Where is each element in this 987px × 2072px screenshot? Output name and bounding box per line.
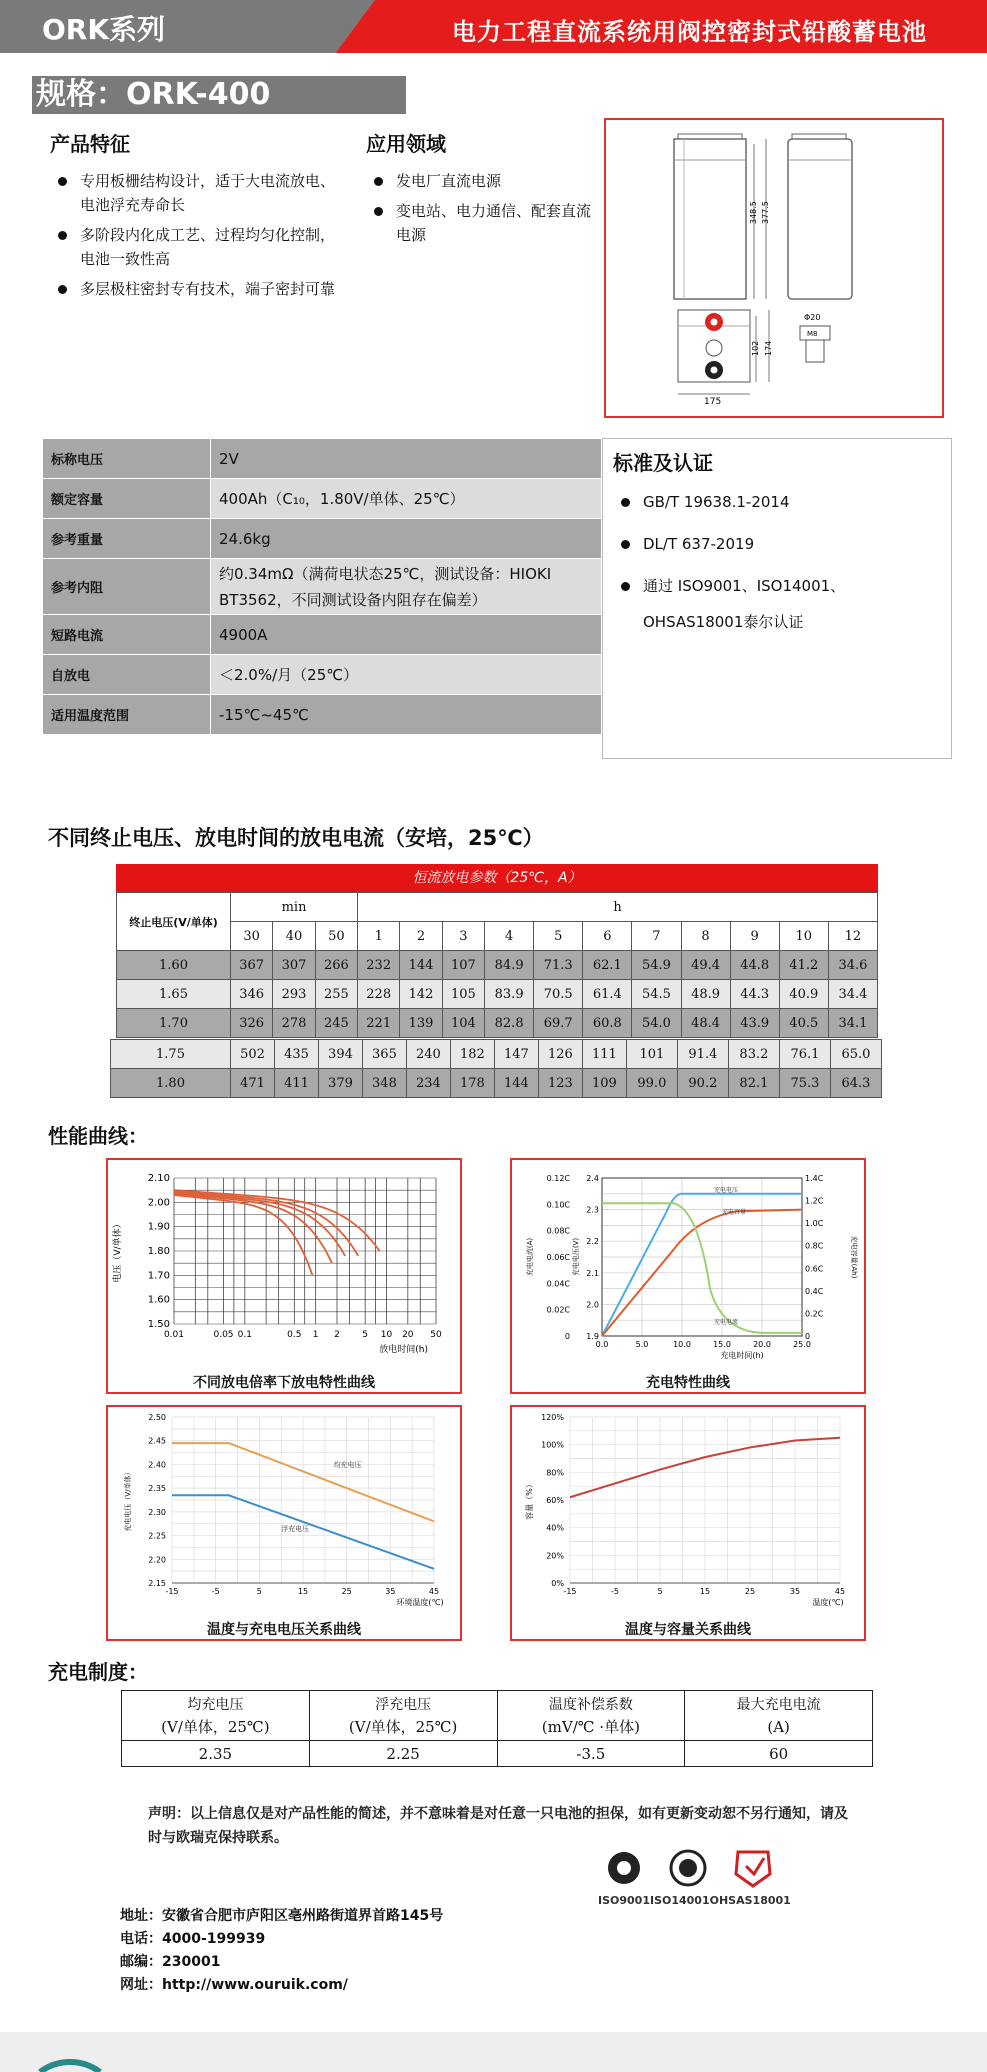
table-row (117, 980, 878, 1009)
height-label-1: 348.5 (749, 201, 758, 224)
discharge-title: 不同终止电压、放电时间的放电电流（安培，25℃） (48, 826, 544, 850)
value-cell: 142 (400, 980, 442, 1009)
column-header: 7 (632, 922, 681, 951)
value-cell: 69.7 (534, 1009, 583, 1038)
table-row (122, 1741, 873, 1767)
value-cell: 365 (362, 1040, 406, 1069)
header-line: 最大充电电流 (736, 1696, 821, 1713)
address: 地址：安徽省合肥市庐阳区亳州路街道界首路145号 (120, 1908, 444, 1924)
list-item: GB/T 19638.1-2014 (613, 484, 941, 520)
value-cell: 228 (358, 980, 400, 1009)
spec-row (43, 439, 602, 479)
column-header: 40 (273, 922, 315, 951)
value-cell: 278 (273, 1009, 315, 1038)
y-tick-label: 0% (551, 1579, 564, 1588)
series-label: 均充电压 (333, 1460, 362, 1469)
x-tick-label: 5 (362, 1330, 369, 1340)
standards-list (613, 484, 941, 640)
header-banner (0, 0, 987, 53)
y-tick-label: 60% (546, 1496, 564, 1505)
standards-heading: 标准及认证 (613, 451, 713, 475)
cert-label: ISO9001 (598, 1894, 650, 1907)
y-tick-label: 2.00 (147, 1197, 170, 1209)
column-header: 2 (400, 922, 442, 951)
row-label-header: 终止电压(V/单体) (117, 893, 231, 951)
column-header: 50 (315, 922, 357, 951)
voltage-cell: 1.60 (117, 951, 231, 980)
charging-header (685, 1691, 873, 1741)
x-axis-label: 温度(℃) (812, 1598, 844, 1607)
y-tick-label: 1.60 (147, 1294, 170, 1306)
y-tick-label: 2.35 (148, 1484, 166, 1494)
y-tick-label: 0 (564, 1332, 570, 1341)
x-tick-label: 45 (834, 1587, 846, 1596)
value-cell: 34.6 (828, 951, 877, 980)
y-tick-label: 2.3 (586, 1205, 599, 1215)
column-header: 30 (231, 922, 273, 951)
cert-label: ISO14001 (649, 1894, 710, 1907)
header-line: 浮充电压 (375, 1696, 432, 1713)
value-cell: 111 (582, 1040, 626, 1069)
y-tick-label: 2.20 (148, 1555, 166, 1565)
y-tick-label: 1.90 (147, 1221, 170, 1233)
y-tick-label: 0.6C (805, 1264, 824, 1274)
value-cell: 48.9 (681, 980, 730, 1009)
y-tick-label: 0 (805, 1332, 811, 1341)
voltage-cell: 1.75 (111, 1040, 231, 1069)
y-tick-label: 2.0 (586, 1300, 599, 1310)
series-label: 充电电压 (714, 1187, 739, 1194)
applications-section (366, 128, 596, 253)
column-header: 5 (534, 922, 583, 951)
chart-charging-curves (510, 1158, 866, 1394)
value-cell: 307 (273, 951, 315, 980)
x-tick-label: 0.05 (213, 1330, 234, 1340)
charging-header (122, 1691, 310, 1741)
y-tick-label: 1.70 (147, 1270, 170, 1282)
x-axis-label: 充电时间(h) (720, 1351, 764, 1360)
value-cell: 83.2 (728, 1040, 779, 1069)
diameter-label: Φ20 (804, 313, 821, 322)
features-list (50, 169, 340, 301)
value-cell: 65.0 (830, 1040, 881, 1069)
header-line: (A) (767, 1717, 790, 1736)
charging-header (497, 1691, 685, 1741)
y-tick-label: 1.9 (586, 1332, 599, 1341)
table-row (117, 951, 878, 980)
charging-value: 2.25 (309, 1741, 497, 1767)
table-row (111, 1069, 882, 1098)
chart-discharge-curves (106, 1158, 462, 1394)
chart4-caption: 温度与容量关系曲线 (625, 1622, 751, 1638)
x-tick-label: -5 (211, 1587, 220, 1596)
x-tick-label: 5.0 (635, 1340, 649, 1349)
y-axis-label: 容量（%） (525, 1480, 534, 1520)
value-cell: 109 (582, 1069, 626, 1098)
x-tick-label: 15 (297, 1587, 309, 1596)
ohsas-logo-icon (736, 1852, 770, 1886)
applications-list (366, 169, 596, 247)
website-link[interactable]: 网址：http://www.ouruik.com/ (120, 1977, 348, 1993)
battery-drawing-svg (606, 120, 942, 416)
x-tick-label: 25.0 (793, 1340, 811, 1349)
spec-row (43, 479, 602, 519)
y-tick-label: 0.04C (546, 1279, 570, 1289)
y-tick-label: 2.4 (586, 1174, 599, 1183)
value-cell: 379 (318, 1069, 362, 1098)
x-tick-label: 0.0 (595, 1340, 609, 1349)
voltage-cell: 1.65 (117, 980, 231, 1009)
value-cell: 126 (538, 1040, 582, 1069)
value-cell: 101 (626, 1040, 677, 1069)
y-tick-label: 2.45 (148, 1436, 166, 1446)
y-tick-label: 20% (546, 1551, 564, 1561)
x-tick-label: 1 (312, 1330, 319, 1340)
spec-key: 额定容量 (43, 479, 211, 519)
y-tick-label: 2.1 (586, 1268, 599, 1278)
x-axis-label: 放电时间(h) (379, 1345, 428, 1355)
value-cell: 44.3 (730, 980, 779, 1009)
value-cell: 54.0 (632, 1009, 681, 1038)
y-tick-label: 0.08C (546, 1226, 570, 1236)
list-item: 变电站、电力通信、配套直流电源 (366, 199, 596, 247)
spec-key: 适用温度范围 (43, 695, 211, 735)
spec-key: 参考内阻 (43, 559, 211, 615)
dimension-drawing (604, 118, 944, 418)
chart1-caption: 不同放电倍率下放电特性曲线 (193, 1375, 375, 1391)
x-tick-label: 20.0 (753, 1340, 771, 1349)
y-tick-label: 0.12C (546, 1174, 570, 1183)
spec-title: 规格：ORK-400 (32, 76, 406, 114)
cert-logos (598, 1848, 791, 1907)
x-tick-label: 10.0 (673, 1340, 691, 1349)
value-cell: 75.3 (779, 1069, 830, 1098)
value-cell: 76.1 (779, 1040, 830, 1069)
y-tick-label: 40% (546, 1523, 564, 1533)
x-axis-label: 环境温度(℃) (396, 1598, 444, 1607)
value-cell: 61.4 (583, 980, 632, 1009)
column-header: 3 (442, 922, 484, 951)
list-item: 专用板栅结构设计，适于大电流放电、电池浮充寿命长 (50, 169, 340, 217)
y-tick-label: 0.8C (805, 1241, 824, 1251)
column-header: 4 (485, 922, 534, 951)
spec-row (43, 695, 602, 735)
y-tick-label: 1.2C (805, 1196, 824, 1206)
x-tick-label: 10 (380, 1330, 393, 1340)
value-cell: 240 (406, 1040, 450, 1069)
value-cell: 182 (450, 1040, 494, 1069)
column-header: 10 (779, 922, 828, 951)
charging-value: 60 (685, 1741, 873, 1767)
cert-logos-svg (598, 1848, 778, 1890)
value-cell: 83.9 (485, 980, 534, 1009)
x-tick-label: 0.5 (287, 1330, 302, 1340)
series-label: 浮充电压 (281, 1524, 310, 1533)
value-cell: 502 (231, 1040, 275, 1069)
spec-key: 短路电流 (43, 615, 211, 655)
spec-value: 4900A (211, 615, 602, 655)
value-cell: 44.8 (730, 951, 779, 980)
value-cell: 411 (274, 1069, 318, 1098)
value-cell: 367 (231, 951, 273, 980)
x-tick-label: 5 (256, 1587, 262, 1596)
charging-value: 2.35 (122, 1741, 310, 1767)
y-tick-label: 100% (541, 1440, 564, 1450)
standards-box (602, 438, 952, 759)
value-cell: 71.3 (534, 951, 583, 980)
value-cell: 43.9 (730, 1009, 779, 1038)
column-header: 1 (358, 922, 400, 951)
curves-title: 性能曲线： (48, 1124, 148, 1148)
x-tick-label: -5 (611, 1587, 619, 1596)
footer-logo-icon (0, 2032, 120, 2072)
value-cell: 34.1 (828, 1009, 877, 1038)
list-item: 多层极柱密封专有技术，端子密封可靠 (50, 277, 340, 301)
spec-value: 24.6kg (211, 519, 602, 559)
x-tick-label: 25 (341, 1587, 352, 1596)
column-header: 8 (681, 922, 730, 951)
series-label: 充电电流 (714, 1319, 739, 1326)
chart-temp-capacity (510, 1405, 866, 1641)
value-cell: 105 (442, 980, 484, 1009)
spec-key: 参考重量 (43, 519, 211, 559)
unit-min-header: min (231, 893, 358, 922)
table-row (117, 1009, 878, 1038)
spec-row (43, 655, 602, 695)
spec-row (43, 559, 602, 615)
column-header: 6 (583, 922, 632, 951)
spec-value: 约0.34mΩ（满荷电状态25℃，测试设备：HIOKI BT3562，不同测试设备内阻存在偏差） (211, 559, 602, 615)
discharge-curve (174, 1194, 332, 1263)
y-tick-label: 80% (546, 1468, 564, 1478)
value-cell: 60.8 (583, 1009, 632, 1038)
value-cell: 266 (315, 951, 357, 980)
header-line: 均充电压 (187, 1696, 244, 1713)
y-tick-label: 2.30 (148, 1507, 166, 1517)
y-tick-label: 0.10C (546, 1200, 570, 1210)
cert-label: OHSAS18001 (709, 1894, 791, 1907)
y-axis-label-right: 充电容量(Ah) (850, 1235, 858, 1279)
depth-label-1: 102 (751, 340, 760, 356)
x-tick-label: 50 (430, 1330, 442, 1340)
y-tick-label: 0.4C (805, 1286, 824, 1296)
x-tick-label: 35 (385, 1587, 396, 1596)
y-axis-label: 充电电压（V/单体） (124, 1468, 132, 1532)
value-cell: 41.2 (779, 951, 828, 980)
y-tick-label: 0.2C (805, 1309, 824, 1319)
chart-temp-voltage (106, 1405, 462, 1641)
header-line: 温度补偿系数 (548, 1696, 633, 1713)
value-cell: 123 (538, 1069, 582, 1098)
value-cell: 139 (400, 1009, 442, 1038)
x-tick-label: -15 (165, 1587, 179, 1596)
series-label: 充电容量 (722, 1209, 747, 1216)
features-heading: 产品特征 (50, 132, 130, 156)
x-tick-label: 35 (789, 1587, 801, 1596)
value-cell: 107 (442, 951, 484, 980)
value-cell: 40.9 (779, 980, 828, 1009)
value-cell: 293 (273, 980, 315, 1009)
chart3-caption: 温度与充电电压关系曲线 (207, 1622, 361, 1638)
value-cell: 348 (362, 1069, 406, 1098)
y-tick-label: 120% (541, 1413, 564, 1422)
x-tick-label: 0.01 (163, 1330, 185, 1340)
charging-table (121, 1690, 873, 1767)
spec-key: 标称电压 (43, 439, 211, 479)
depth-label-2: 174 (764, 340, 773, 356)
applications-heading: 应用领域 (366, 132, 446, 156)
value-cell: 62.1 (583, 951, 632, 980)
value-cell: 435 (274, 1040, 318, 1069)
y-tick-label: 2.10 (147, 1173, 170, 1184)
value-cell: 49.4 (681, 951, 730, 980)
y-tick-label: 2.15 (148, 1579, 166, 1588)
table-row (117, 922, 878, 951)
table-row (117, 893, 878, 922)
table-row (122, 1691, 873, 1741)
y-tick-label: 1.4C (805, 1174, 824, 1183)
y-tick-label: 0.02C (546, 1305, 570, 1315)
spec-row (43, 519, 602, 559)
discharge-table (116, 892, 878, 1038)
spec-table (42, 438, 602, 735)
voltage-cell: 1.70 (117, 1009, 231, 1038)
value-cell: 147 (494, 1040, 538, 1069)
discharge-table-lower (110, 1039, 882, 1098)
series-name: ORK系列 (42, 13, 166, 46)
value-cell: 54.9 (632, 951, 681, 980)
y-tick-label: 1.0C (805, 1219, 824, 1229)
y-tick-label: 2.50 (148, 1413, 166, 1422)
column-header: 9 (730, 922, 779, 951)
x-tick-label: 2 (334, 1330, 340, 1340)
value-cell: 178 (450, 1069, 494, 1098)
bolt-label: M8 (807, 330, 818, 338)
charging-value: -3.5 (497, 1741, 685, 1767)
value-cell: 326 (231, 1009, 273, 1038)
value-cell: 245 (315, 1009, 357, 1038)
y-tick-label: 1.50 (147, 1319, 170, 1330)
discharge-table-header: 恒流放电参数（25℃，A） (116, 864, 878, 892)
value-cell: 471 (231, 1069, 275, 1098)
features-section (50, 128, 340, 307)
x-tick-label: 15.0 (713, 1340, 731, 1349)
spec-key: 自放电 (43, 655, 211, 695)
spec-value: ＜2.0%/月（25℃） (211, 655, 602, 695)
charging-title: 充电制度： (48, 1660, 148, 1684)
value-cell: 82.8 (485, 1009, 534, 1038)
value-cell: 64.3 (830, 1069, 881, 1098)
x-tick-label: 0.1 (237, 1330, 252, 1340)
chart2-caption: 充电特性曲线 (646, 1375, 730, 1391)
y-tick-label: 2.25 (148, 1531, 166, 1541)
value-cell: 144 (494, 1069, 538, 1098)
value-cell: 255 (315, 980, 357, 1009)
disclaimer: 声明：以上信息仅是对产品性能的简述，并不意味着是对任意一只电池的担保，如有更新变动恕不另行通知，请及时与欧瑞克保持联系。 (148, 1806, 848, 1846)
value-cell: 91.4 (677, 1040, 728, 1069)
unit-h-header: h (358, 893, 878, 922)
spec-value: -15℃~45℃ (211, 695, 602, 735)
width-label: 175 (704, 397, 722, 407)
vent-icon (706, 340, 722, 356)
value-cell: 54.5 (632, 980, 681, 1009)
y-tick-label: 1.80 (147, 1246, 170, 1257)
y-tick-label: 0.06C (546, 1253, 570, 1262)
header-line: (mV/℃ ·单体) (541, 1717, 640, 1736)
postcode: 邮编：230001 (120, 1954, 221, 1970)
y-axis-label-left: 充电电流(A) (526, 1237, 534, 1277)
x-tick-label: 25 (744, 1587, 756, 1596)
x-tick-label: -15 (563, 1587, 577, 1596)
list-item: DL/T 637-2019 (613, 526, 941, 562)
x-tick-label: 20 (402, 1330, 414, 1340)
height-label-2: 377.5 (761, 201, 770, 224)
y-tick-label: 2.2 (586, 1237, 599, 1247)
value-cell: 70.5 (534, 980, 583, 1009)
value-cell: 346 (231, 980, 273, 1009)
product-title: 电力工程直流系统用阀控密封式铅酸蓄电池 (452, 18, 927, 46)
x-tick-label: 5 (657, 1587, 663, 1596)
list-item: 多阶段内化成工艺、过程均匀化控制，电池一致性高 (50, 223, 340, 271)
x-tick-label: 45 (428, 1587, 440, 1596)
value-cell: 99.0 (626, 1069, 677, 1098)
value-cell: 234 (406, 1069, 450, 1098)
spec-value: 2V (211, 439, 602, 479)
value-cell: 104 (442, 1009, 484, 1038)
header-line: (V/单体，25℃) (348, 1717, 458, 1736)
footer-strip (0, 2032, 987, 2072)
y-axis-label: 电压（V/单体） (113, 1219, 123, 1283)
value-cell: 48.4 (681, 1009, 730, 1038)
value-cell: 84.9 (485, 951, 534, 980)
value-cell: 144 (400, 951, 442, 980)
y-tick-label: 2.40 (148, 1460, 166, 1470)
x-tick-label: 15 (699, 1587, 711, 1596)
value-cell: 221 (358, 1009, 400, 1038)
phone: 电话：4000-199939 (120, 1931, 266, 1947)
value-cell: 34.4 (828, 980, 877, 1009)
spec-row (43, 615, 602, 655)
spec-value: 400Ah（C₁₀，1.80V/单体、25℃） (211, 479, 602, 519)
list-item: 发电厂直流电源 (366, 169, 596, 193)
list-item: 通过 ISO9001、ISO14001、OHSAS18001泰尔认证 (613, 568, 941, 640)
y-axis-label-mid: 充电电压(V) (572, 1237, 580, 1277)
value-cell: 40.5 (779, 1009, 828, 1038)
header-line: (V/单体，25℃) (161, 1717, 270, 1736)
value-cell: 82.1 (728, 1069, 779, 1098)
voltage-curve (602, 1194, 802, 1336)
value-cell: 232 (358, 951, 400, 980)
value-cell: 90.2 (677, 1069, 728, 1098)
value-cell: 394 (318, 1040, 362, 1069)
charging-header (309, 1691, 497, 1741)
table-row (111, 1040, 882, 1069)
voltage-cell: 1.80 (111, 1069, 231, 1098)
column-header: 12 (828, 922, 877, 951)
